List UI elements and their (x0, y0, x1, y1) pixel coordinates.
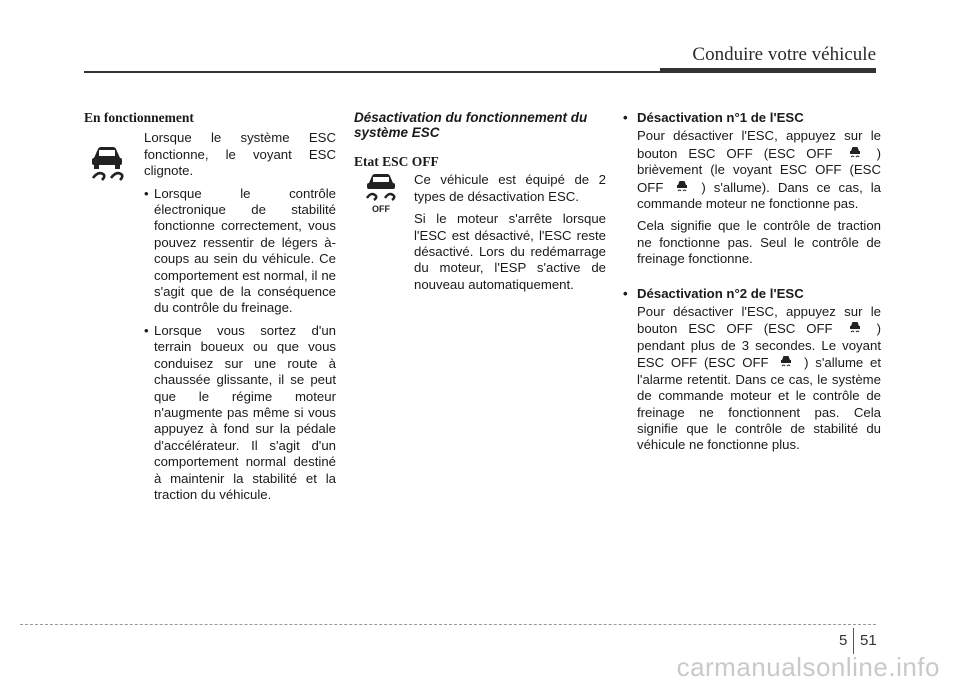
esc-off-small-icon (848, 320, 862, 335)
chapter-number: 5 (839, 632, 848, 649)
text: Pour désactiver l'ESC, appuyez sur le bouton ESC OFF (ESC OFF (637, 304, 881, 337)
text: ) s'allume). Dans ce cas, la commande moteur ne fonctionne pas. (637, 179, 882, 212)
footer-rule (20, 624, 876, 625)
column-desactivation (354, 110, 606, 293)
item-body-2: Cela signifie que le contrôle de traction ne fonctionne pas. Seul le contrôle de freinage fonctionne. (637, 218, 881, 267)
esc-skid-icon (84, 138, 130, 184)
paragraph: Si le moteur s'arrête lorsque l'ESC est désactivé, l'ESC reste désactivé. Lors du redémarrage du moteur, l'ESP s'active de nouveau automatiquement. (414, 211, 606, 292)
esc-off-small-icon (848, 145, 862, 160)
bullet-dot: • (623, 285, 628, 301)
column-en-fonctionnement (84, 110, 336, 503)
bullet-text: Lorsque le contrôle électronique de stabilité fonctionne correctement, vous pouvez ressentir de légers à-coups au sein du véhicule. Ce comportement est normal, il ne s'agit que de la conséquence du contrôle du freinage. (154, 185, 336, 316)
intro-paragraph: Lorsque le système ESC fonctionne, le voyant ESC clignote. (144, 130, 336, 179)
item-heading (623, 286, 881, 302)
text: ) pendant plus de 3 secondes. Le voyant ESC OFF (ESC OFF (637, 321, 881, 371)
esc-off-icon-label: OFF (372, 204, 390, 214)
section-heading: En fonctionnement (84, 110, 194, 125)
subheading: Etat ESC OFF (354, 154, 439, 169)
bullet-dot: • (144, 185, 149, 201)
text: ) brièvement (le voyant ESC OFF (ESC OFF (637, 145, 881, 195)
paragraph: Ce véhicule est équipé de 2 types de désactivation ESC. (414, 172, 606, 204)
esc-off-small-icon (779, 354, 793, 369)
esc-off-small-icon (675, 179, 689, 194)
item-title: Désactivation n°2 de l'ESC (637, 285, 804, 301)
item-title: Désactivation n°1 de l'ESC (637, 110, 804, 125)
bullet-text: Lorsque vous sortez d'un terrain boueux ou que vous conduisez sur une route à chaussée glissante, il se peut que le régime moteur n'augmente pas même si vous appuyez à fond sur la pédale d'accélérateur. Il s'agit d'un comportement normal destiné à maintenir la stabilité et la traction du véhicule. (154, 322, 336, 502)
item-body (623, 128, 881, 212)
list-item (144, 186, 336, 317)
text: ) s'allume et l'alarme retentit. Dans ce cas, le système de commande moteur et le contrôle de freinage ne fonctionnent pas. Cela signifie que le contrôle de stabilité du véhicule ne fonctionne plus. (637, 355, 882, 453)
section-heading: Désactivation du fonctionnement du système ESC (354, 110, 588, 140)
page-number: 51 (860, 632, 877, 649)
bullet-dot: • (623, 110, 628, 125)
item-body (623, 304, 881, 454)
footer-separator (853, 628, 854, 654)
bullet-dot: • (144, 322, 149, 338)
watermark: carmanualsonline.info (676, 652, 940, 682)
header-rule-accent (660, 68, 876, 73)
item-heading (623, 110, 881, 126)
header-title: Conduire votre véhicule (692, 44, 876, 65)
esc-off-icon (358, 168, 404, 214)
text: Pour désactiver l'ESC, appuyez sur le bouton ESC OFF (ESC OFF (637, 128, 881, 161)
column-desactivation-modes (623, 110, 881, 454)
list-item (144, 323, 336, 503)
